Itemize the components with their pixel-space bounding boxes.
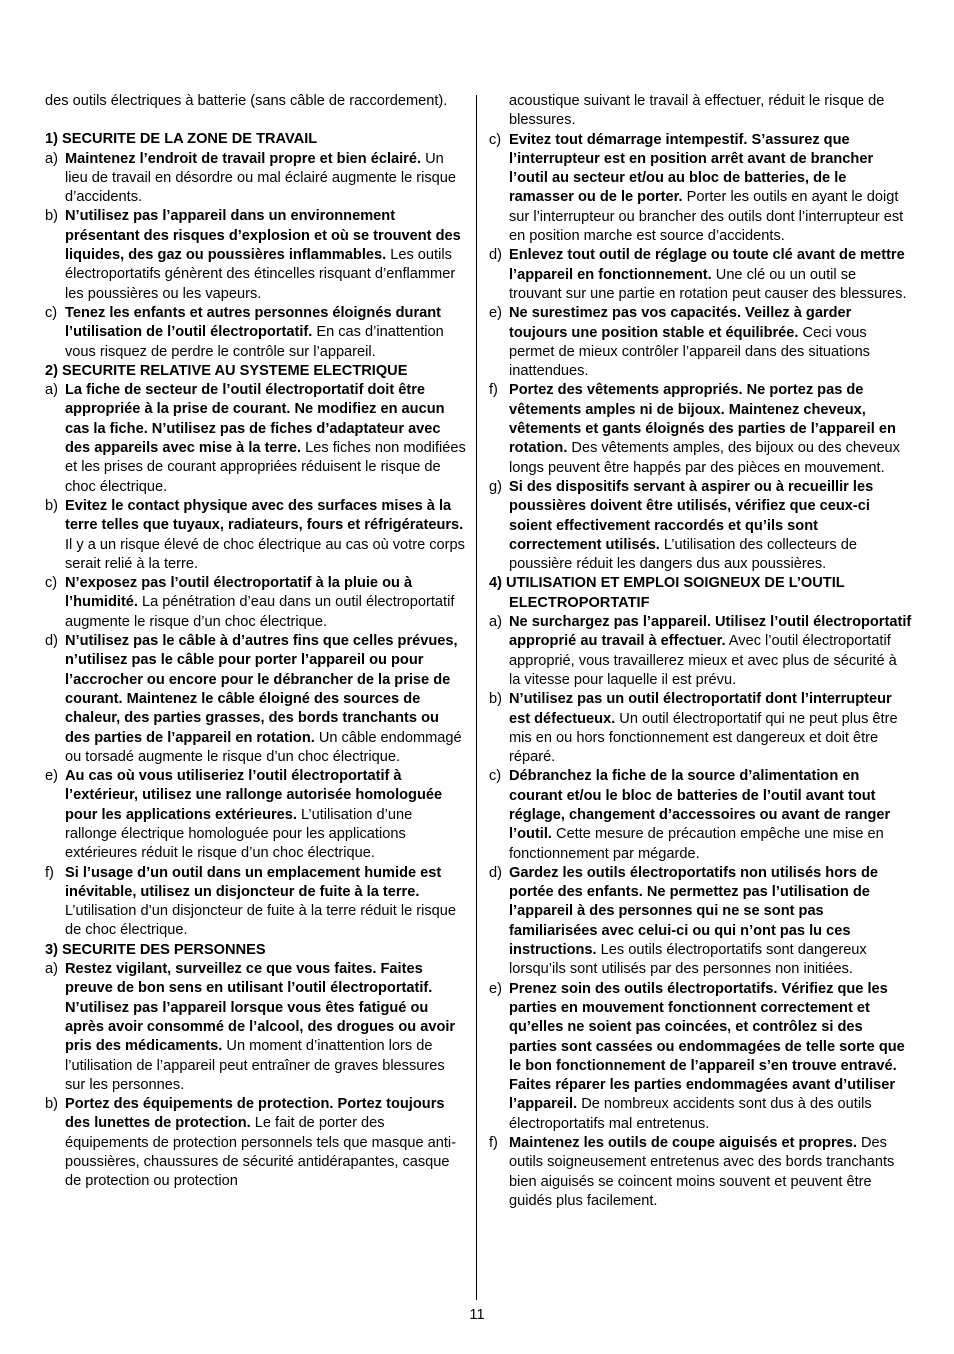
item-bold-text: Evitez le contact physique avec des surfaces mises à la terre telles que tuyaux, radiateurs, fours et réfrigérateurs. bbox=[65, 497, 464, 534]
item-letter: c) bbox=[489, 768, 502, 785]
list-item bbox=[489, 304, 912, 381]
item-text: Avec l’outil électroportatif approprié, vous travaillerez mieux et avec plus de sécurité à la vitesse pour laquelle il est prévu. bbox=[509, 633, 897, 688]
item-letter: b) bbox=[45, 1096, 58, 1113]
item-body bbox=[65, 960, 467, 1095]
item-text: Des outils soigneusement entretenus avec des bords tranchants bien aiguisés se coincent moins souvent et peuvent être guidés plus facilement. bbox=[509, 1135, 895, 1209]
item-letter: a) bbox=[489, 614, 502, 631]
item-bold-text: Si des dispositifs servant à aspirer ou à recueillir les poussières doivent être utilisés, vérifiez que ceux-ci soient effectivement raccordés et qu’ils sont correctement utilisés. bbox=[509, 478, 874, 553]
item-bold-text: N’utilisez pas un outil électroportatif dont l’interrupteur est défectueux. bbox=[509, 691, 892, 727]
item-text: Le fait de porter des équipements de protection personnels tels que masque anti-poussières, chaussures de sécurité antidérapantes, casque de protection ou protection bbox=[65, 1115, 457, 1190]
section-4-list bbox=[489, 613, 912, 1211]
item-letter: f) bbox=[489, 382, 498, 399]
item-text: En cas d’inattention vous risquez de perdre le contrôle sur l’appareil. bbox=[65, 324, 444, 360]
item-text: Un câble endommagé ou torsadé augmente le risque d’un choc électrique. bbox=[65, 729, 462, 765]
item-bold-text: Gardez les outils électroportatifs non utilisés hors de portée des enfants. Ne permettez pas l’utilisation de l’appareil à des personnes qui ne se sont pas familiarisées avec celui-ci ou qui n’ont pas lu ces instructions. bbox=[509, 864, 878, 959]
item-text: De nombreux accidents sont dus à des outils électroportatifs mal entretenus. bbox=[509, 1096, 872, 1132]
item-body bbox=[65, 1095, 467, 1191]
item-bold-text: Maintenez l’endroit de travail propre et bien éclairé. bbox=[65, 150, 422, 167]
item-body bbox=[509, 767, 912, 863]
list-item bbox=[45, 150, 467, 208]
item-letter: f) bbox=[489, 1135, 498, 1152]
item-letter: d) bbox=[45, 633, 58, 650]
item-letter: b) bbox=[45, 497, 58, 514]
item-body bbox=[65, 767, 467, 863]
item-letter: b) bbox=[489, 691, 502, 708]
item-body bbox=[65, 497, 467, 574]
item-text: Porter les outils en ayant le doigt sur l’interrupteur ou brancher des outils dont l’interrupteur est en position marche est source d’accidents. bbox=[509, 189, 904, 245]
item-letter: e) bbox=[489, 305, 502, 322]
item-text: Il y a un risque élevé de choc électrique au cas où votre corps serait relié à la terre. bbox=[65, 536, 465, 572]
item-body bbox=[65, 304, 467, 362]
item-text: Les outils électroportatifs sont dangereux lorsqu’ils sont utilisés par des personnes non initiées. bbox=[509, 942, 867, 978]
item-bold-text: La fiche de secteur de l’outil électroportatif doit être appropriée à la prise de courant. Ne modifiez en aucun cas la fiche. N’utilisez pas de fiches d’adaptateur avec des appareils avec mise à la terre. bbox=[65, 382, 445, 457]
list-item bbox=[45, 574, 467, 632]
list-item bbox=[489, 131, 912, 247]
item-letter: d) bbox=[489, 247, 502, 264]
item-bold-text: Ne surestimez pas vos capacités. Veillez à garder toujours une position stable et équilibrée. bbox=[509, 305, 852, 341]
section-2-list bbox=[45, 381, 467, 941]
item-bold-text: Prenez soin des outils électroportatifs. Vérifiez que les parties en mouvement fonctionnent correctement et qu’elles ne soient pas coincées, et contrôlez si des parties sont cassées ou endommagées de telle sorte que le bon fonctionnement de l’appareil s’en trouve entravé. Faites réparer les parties endommagées avant d’utiliser l’appareil. bbox=[509, 980, 905, 1113]
section-heading-4-line2: ELECTROPORTATIF bbox=[509, 594, 650, 611]
list-item bbox=[45, 960, 467, 1095]
item-bold-text: Restez vigilant, surveillez ce que vous faites. Faites preuve de bon sens en utilisant l’outil électroportatif. N’utilisez pas l’appareil lorsque vous êtes fatigué ou après avoir consommé de l’alcool, des drogues ou avoir pris des médicaments. bbox=[65, 961, 456, 1055]
item-body bbox=[65, 381, 467, 497]
item-bold-text: Ne surchargez pas l’appareil. Utilisez l’outil électroportatif approprié au travail à effectuer. bbox=[509, 614, 912, 650]
item-bold-text: Portez des équipements de protection. Portez toujours des lunettes de protection. bbox=[65, 1096, 445, 1132]
item-letter: f) bbox=[45, 864, 54, 881]
item-body bbox=[65, 207, 467, 303]
item-body bbox=[509, 381, 912, 477]
item-bold-text: Maintenez les outils de coupe aiguisés et propres. bbox=[509, 1135, 857, 1152]
item-letter: c) bbox=[45, 575, 58, 592]
spacer bbox=[45, 111, 467, 130]
item-letter: d) bbox=[489, 864, 502, 881]
item-letter: a) bbox=[45, 961, 58, 978]
item-body bbox=[65, 574, 467, 632]
list-item bbox=[45, 207, 467, 303]
item-body bbox=[509, 690, 912, 767]
intro-text: des outils électriques à batterie (sans câble de raccordement). bbox=[45, 93, 448, 109]
item-body bbox=[509, 131, 912, 247]
section-3-list bbox=[45, 960, 467, 1192]
item-text: Un outil électroportatif qui ne peut plus être mis en ou hors fonctionnement est dangereux et doit être réparé. bbox=[509, 710, 898, 766]
item-text: Cette mesure de précaution empêche une mise en fonctionnement par mégarde. bbox=[509, 826, 884, 862]
item-letter: g) bbox=[489, 478, 502, 495]
item-bold-text: Au cas où vous utiliseriez l’outil électroportatif à l’extérieur, utilisez une rallonge autorisée homologuée pour les applications extérieures. bbox=[65, 768, 443, 823]
item-bold-text: Portez des vêtements appropriés. Ne portez pas de vêtements amples ni de bijoux. Maintenez cheveux, vêtements et gants éloignés des parties de l’appareil en rotation. bbox=[509, 382, 896, 457]
item-text: L’utilisation des collecteurs de poussière réduit les dangers dus aux poussières. bbox=[509, 536, 858, 573]
list-item bbox=[489, 246, 912, 304]
item-bold-text: N’exposez pas l’outil électroportatif à la pluie ou à l’humidité. bbox=[65, 575, 413, 611]
item-text: Les outils électroportatifs génèrent des étincelles risquant d’enflammer les poussières ou les vapeurs. bbox=[65, 247, 456, 302]
item-body bbox=[509, 864, 912, 980]
section-heading-1: 1) SECURITE DE LA ZONE DE TRAVAIL bbox=[45, 131, 318, 148]
section-3-list-continued bbox=[489, 131, 912, 575]
item-letter: a) bbox=[45, 382, 58, 399]
list-item bbox=[489, 613, 912, 690]
list-item bbox=[489, 478, 912, 574]
list-item bbox=[45, 304, 467, 362]
item-letter: e) bbox=[45, 768, 58, 785]
list-item bbox=[489, 767, 912, 863]
item-letter: e) bbox=[489, 980, 502, 997]
item-bold-text: Débranchez la fiche de la source d’alimentation en courant et/ou le bloc de batteries de l’outil avant tout réglage, changement d’accessoires ou avant de ranger l’outil. bbox=[509, 768, 891, 843]
list-item bbox=[489, 980, 912, 1134]
item-text: L’utilisation d’une rallonge électrique homologuée pour les applications extérieures réduit le risque d’un choc électrique. bbox=[65, 806, 413, 862]
section-1-list bbox=[45, 150, 467, 362]
list-item bbox=[45, 497, 467, 574]
column-divider bbox=[476, 95, 477, 1300]
section-heading-2: 2) SECURITE RELATIVE AU SYSTEME ELECTRIQUE bbox=[45, 362, 408, 379]
item-body bbox=[509, 980, 912, 1134]
item-body bbox=[65, 632, 467, 767]
item-text: La pénétration d’eau dans un outil électroportatif augmente le risque d’un choc électrique. bbox=[65, 594, 455, 630]
item-letter: b) bbox=[45, 208, 58, 225]
item-text: Des vêtements amples, des bijoux ou des cheveux longs peuvent être happés par des pièces en mouvement. bbox=[509, 440, 900, 476]
section-heading-4 bbox=[489, 574, 912, 613]
list-item bbox=[489, 864, 912, 980]
item-letter: c) bbox=[489, 131, 502, 148]
item-body bbox=[65, 150, 467, 208]
item-bold-text: N’utilisez pas l’appareil dans un environnement présentant des risques d’explosion et où se trouvent des liquides, des gaz ou poussières inflammables. bbox=[65, 208, 461, 264]
right-column bbox=[489, 92, 912, 1211]
list-item bbox=[489, 690, 912, 767]
item-text: Une clé ou un outil se trouvant sur une partie en rotation peut causer des blessures. bbox=[509, 266, 907, 302]
item-body bbox=[509, 613, 912, 690]
item-text: Un lieu de travail en désordre ou mal éclairé augmente le risque d’accidents. bbox=[65, 150, 457, 206]
list-item bbox=[489, 381, 912, 477]
item-body bbox=[509, 304, 912, 381]
list-item bbox=[489, 1134, 912, 1211]
section-heading-3: 3) SECURITE DES PERSONNES bbox=[45, 941, 266, 958]
item-text: Les fiches non modifiées et les prises de courant appropriées réduisent le risque de choc électrique. bbox=[65, 440, 466, 495]
continued-text: acoustique suivant le travail à effectuer, réduit le risque de blessures. bbox=[509, 93, 885, 129]
item-body bbox=[509, 246, 912, 304]
item-body bbox=[65, 864, 467, 941]
item-bold-text: Tenez les enfants et autres personnes éloignés durant l’utilisation de l’outil électroportatif. bbox=[65, 304, 442, 341]
section-heading-4-line1: 4) UTILISATION ET EMPLOI SOIGNEUX DE L’OUTIL bbox=[489, 575, 845, 592]
item-body bbox=[509, 1134, 912, 1211]
item-text: Ceci vous permet de mieux contrôler l’appareil dans des situations inattendues. bbox=[509, 324, 870, 380]
item-body bbox=[509, 478, 912, 574]
item-bold-text: Si l’usage d’un outil dans un emplacement humide est inévitable, utilisez un disjoncteur de fuite à la terre. bbox=[65, 864, 442, 900]
list-item bbox=[45, 381, 467, 497]
item-bold-text: Enlevez tout outil de réglage ou toute clé avant de mettre l’appareil en fonctionnement. bbox=[509, 247, 905, 283]
page-number: 11 bbox=[469, 1307, 485, 1323]
left-column bbox=[45, 92, 467, 1192]
list-item bbox=[45, 1095, 467, 1191]
item-bold-text: N’utilisez pas le câble à d’autres fins que celles prévues, n’utilisez pas le câble pour porter l’appareil ou pour l’accrocher ou encore pour le débrancher de la prise de courant. Maintenez le câble éloigné des sources de chaleur, des parties grasses, des bords tranchants ou des parties de l’appareil en rotation. bbox=[65, 633, 458, 746]
item-text: L’utilisation d’un disjoncteur de fuite à la terre réduit le risque de choc électrique. bbox=[65, 903, 457, 939]
list-item bbox=[45, 767, 467, 863]
item-letter: c) bbox=[45, 304, 58, 321]
item-bold-text: Evitez tout démarrage intempestif. S’assurez que l’interrupteur est en position arrêt avant de brancher l’outil au secteur et/ou au bloc de batteries, de le ramasser ou de le porter. bbox=[509, 131, 874, 206]
list-item bbox=[45, 632, 467, 767]
item-letter: a) bbox=[45, 150, 58, 167]
list-item bbox=[45, 864, 467, 941]
item-text: Un moment d’inattention lors de l’utilisation de l’appareil peut entraîner de graves blessures sur les personnes. bbox=[65, 1038, 445, 1093]
